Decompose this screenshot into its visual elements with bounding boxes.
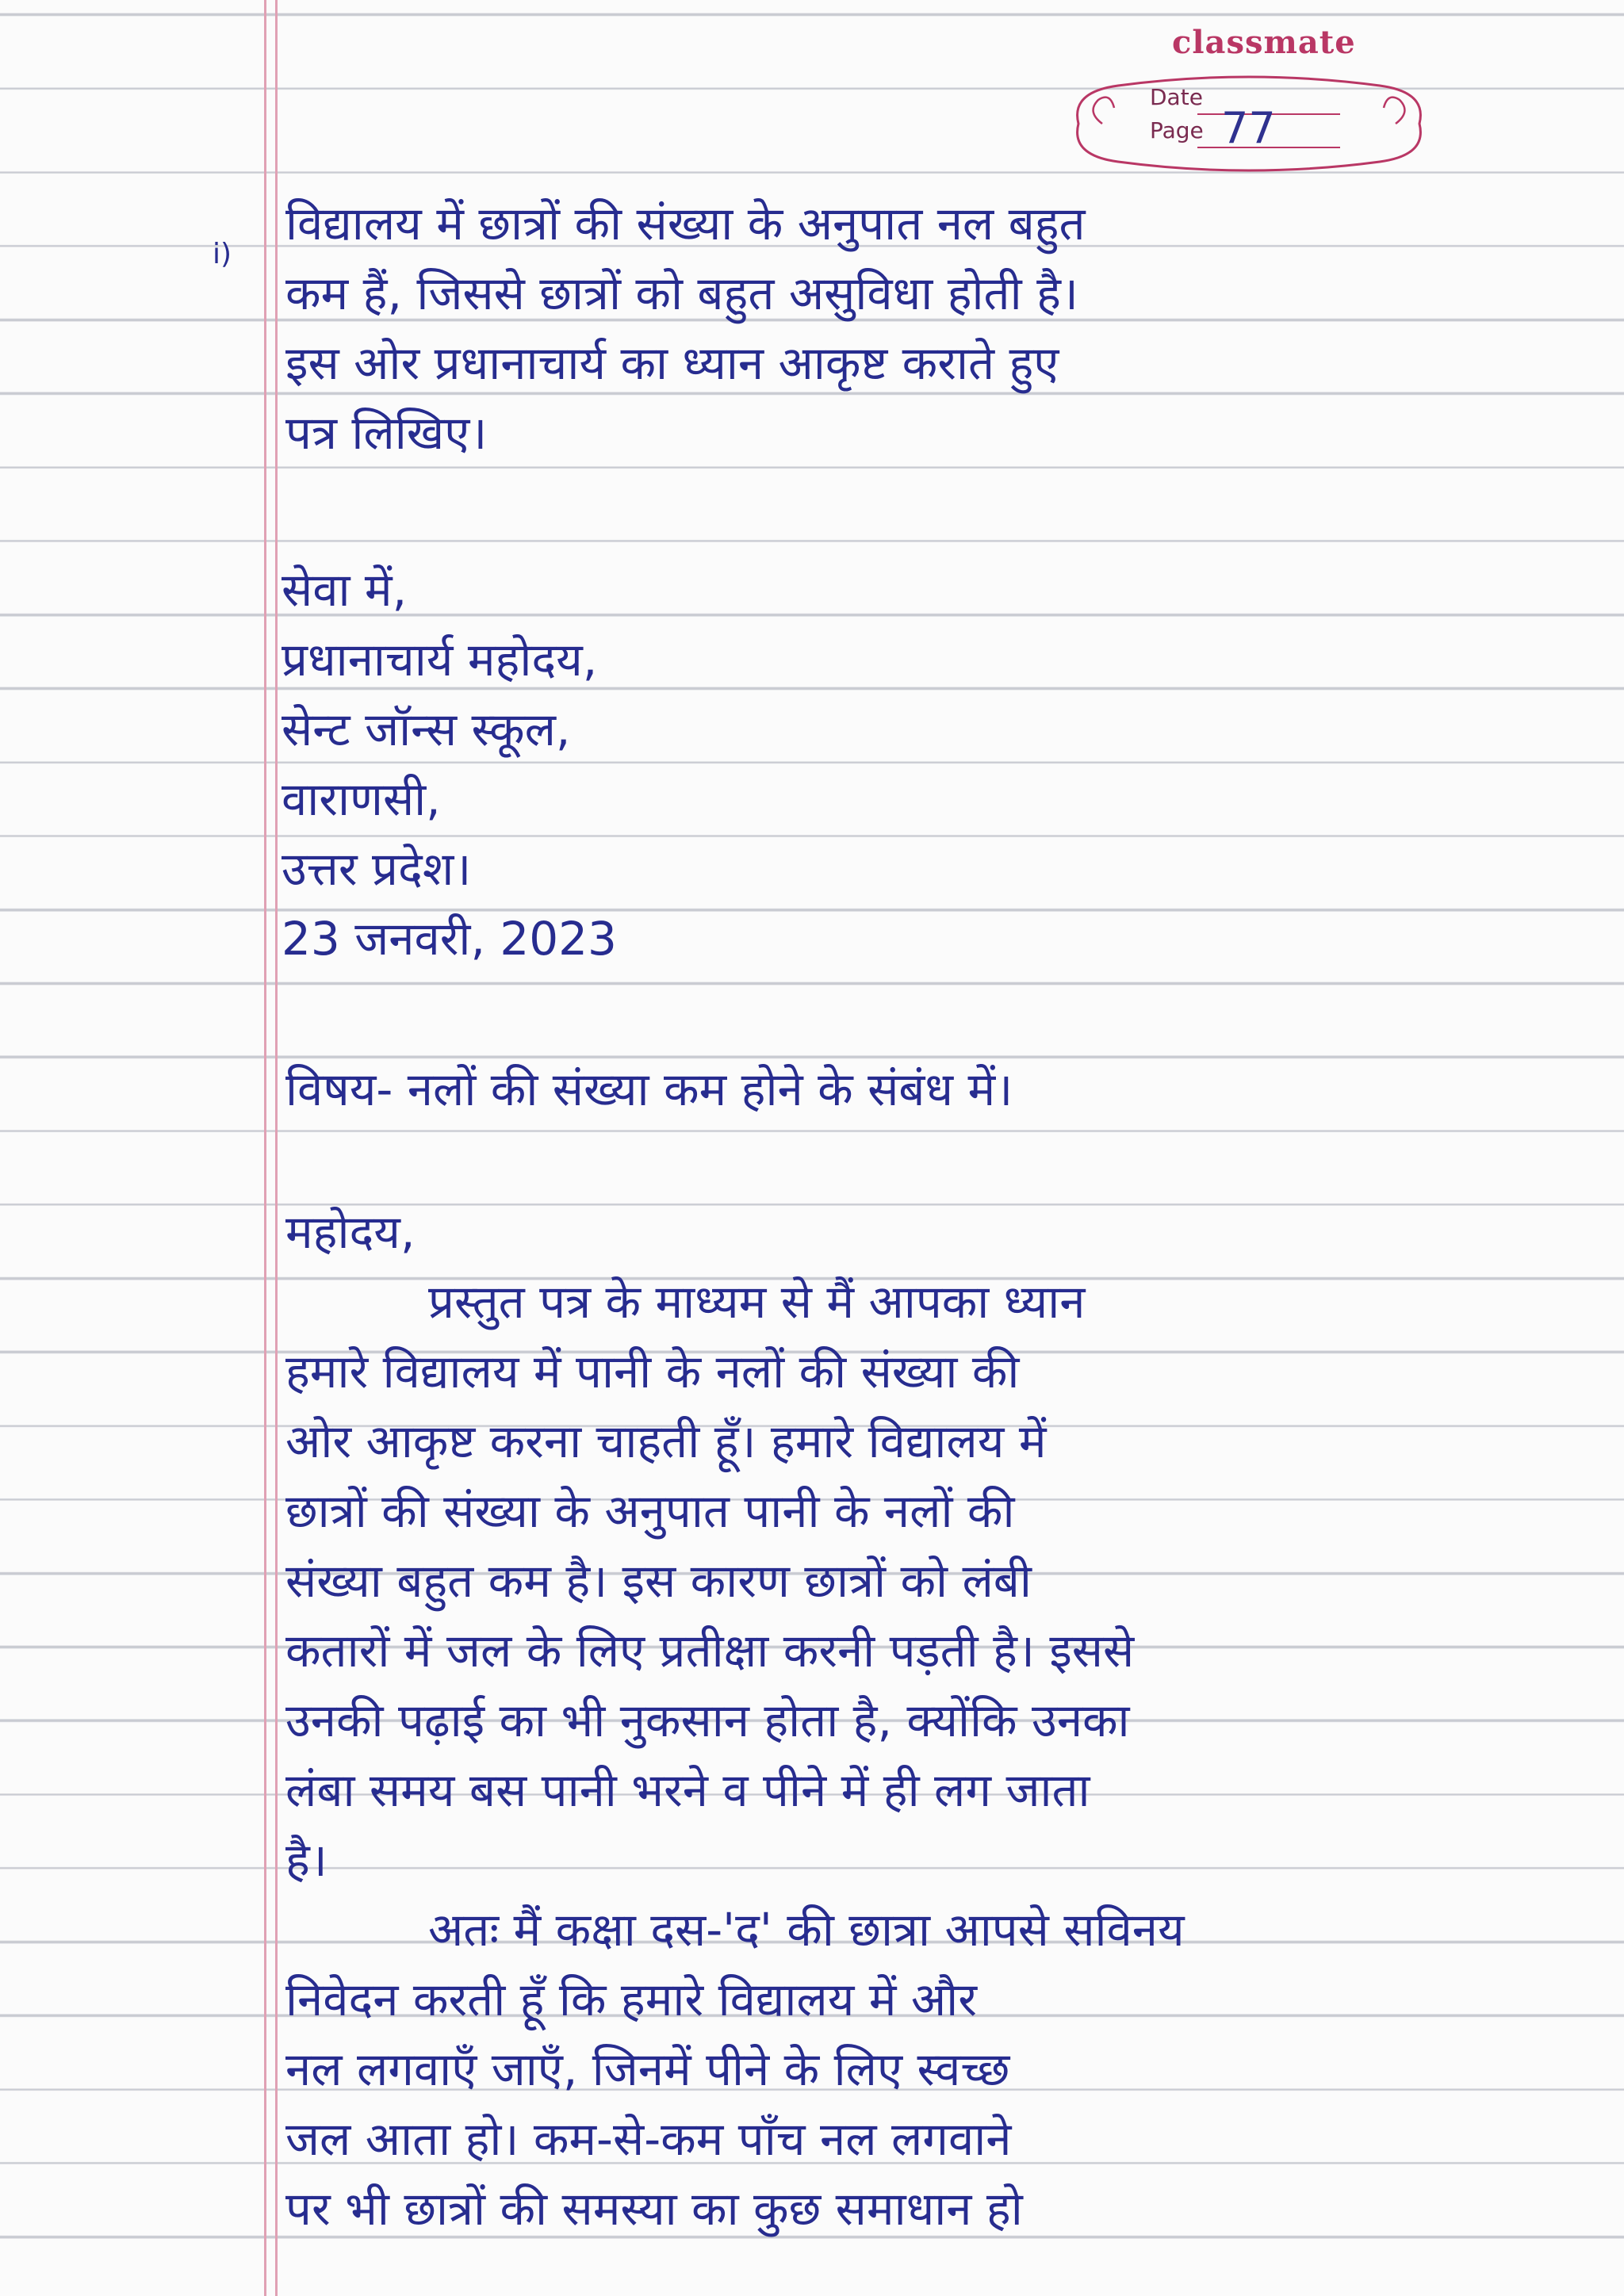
body-line: कतारों में जल के लिए प्रतीक्षा करनी पड़ती है। इससे bbox=[285, 1624, 1135, 1678]
body-line: है। bbox=[285, 1833, 327, 1887]
body-line: जल आता हो। कम-से-कम पाँच नल लगवाने bbox=[285, 2112, 1012, 2166]
body-line: छात्रों की संख्या के अनुपात पानी के नलों की bbox=[285, 1484, 1015, 1538]
address-line: प्रधानाचार्य महोदय, bbox=[282, 633, 598, 687]
date-page-box bbox=[1071, 68, 1427, 179]
body-paragraph-1 bbox=[285, 1267, 1134, 1895]
page-label: Page bbox=[1150, 117, 1204, 144]
subject-line: विषय- नलों की संख्या कम होने के संबंध में। bbox=[285, 1062, 1013, 1116]
body-line: अतः मैं कक्षा दस-'द' की छात्रा आपसे सविनय bbox=[428, 1903, 1185, 1957]
question-text bbox=[285, 189, 1086, 468]
body-paragraph-2 bbox=[285, 1895, 1185, 2244]
body-line: पर भी छात्रों की समस्या का कुछ समाधान हो bbox=[285, 2182, 1023, 2236]
date-label: Date bbox=[1150, 84, 1203, 110]
address-line: वाराणसी, bbox=[282, 772, 441, 826]
question-line: पत्र लिखिए। bbox=[285, 406, 488, 460]
margin-line bbox=[264, 0, 266, 2296]
address-line: उत्तर प्रदेश। bbox=[282, 842, 472, 896]
body-line: प्रस्तुत पत्र के माध्यम से मैं आपका ध्यान bbox=[428, 1275, 1086, 1329]
page-number: 77 bbox=[1221, 103, 1276, 153]
date-line: 23 जनवरी, 2023 bbox=[282, 912, 617, 966]
address-block bbox=[282, 555, 617, 974]
question-number: i) bbox=[213, 238, 232, 270]
body-line: हमारे विद्यालय में पानी के नलों की संख्या की bbox=[285, 1345, 1020, 1399]
salutation: महोदय, bbox=[285, 1205, 416, 1259]
margin-line bbox=[275, 0, 278, 2296]
body-line: ओर आकृष्ट करना चाहती हूँ। हमारे विद्यालय में bbox=[285, 1414, 1047, 1468]
body-line: लंबा समय बस पानी भरने व पीने में ही लग जाता bbox=[285, 1763, 1090, 1817]
body-line: नल लगवाएँ जाएँ, जिनमें पीने के लिए स्वच्छ bbox=[285, 2042, 1010, 2096]
question-line: इस ओर प्रधानाचार्य का ध्यान आकृष्ट कराते हुए bbox=[285, 336, 1059, 390]
address-line: सेन्ट जॉन्स स्कूल, bbox=[282, 702, 571, 756]
body-line: संख्या बहुत कम है। इस कारण छात्रों को लंबी bbox=[285, 1554, 1032, 1608]
body-line: उनकी पढ़ाई का भी नुकसान होता है, क्योंकि उनका bbox=[285, 1693, 1130, 1747]
brand-logo: classmate bbox=[1172, 24, 1356, 61]
question-line: कम हैं, जिससे छात्रों को बहुत असुविधा होती है। bbox=[285, 266, 1078, 320]
address-line: सेवा में, bbox=[282, 563, 408, 617]
body-line: निवेदन करती हूँ कि हमारे विद्यालय में और bbox=[285, 1973, 977, 2026]
question-line: विद्यालय में छात्रों की संख्या के अनुपात नल बहुत bbox=[285, 197, 1086, 251]
